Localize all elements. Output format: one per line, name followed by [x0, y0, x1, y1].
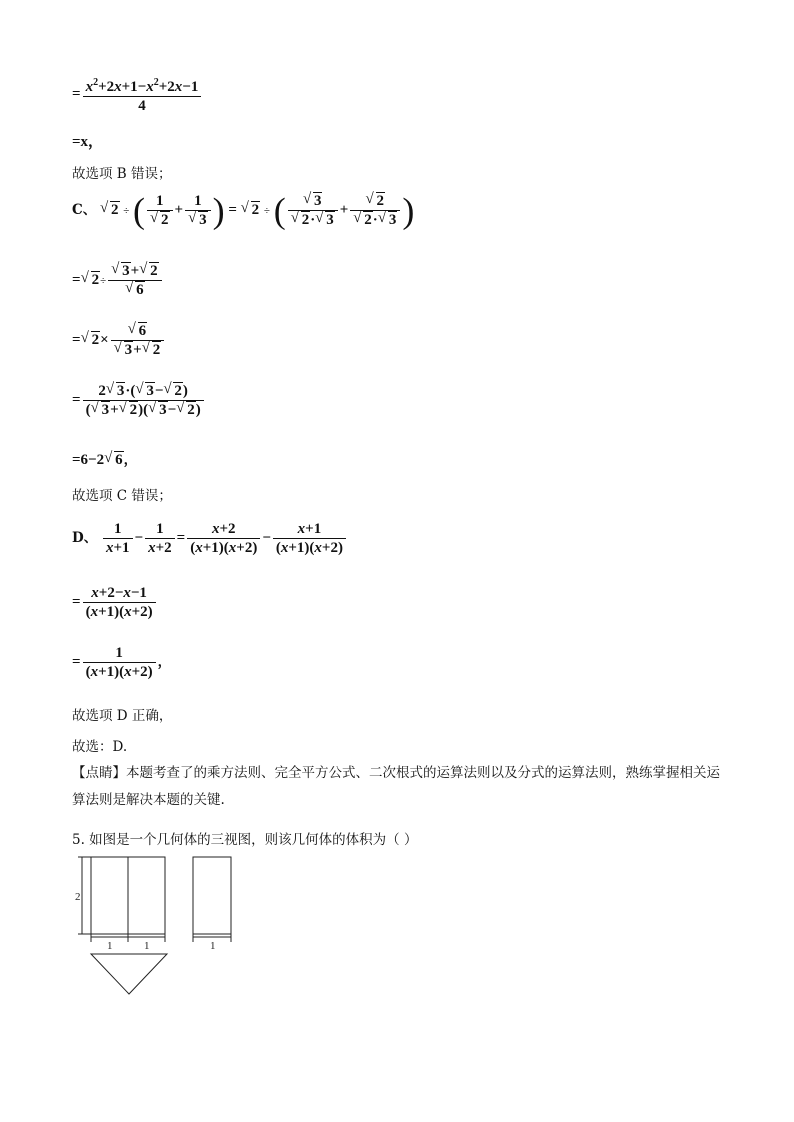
formula-c-1: C、 √ 2 ÷ ( 1 √ 2 + 1 √ 3 ) = √ 2 ÷ ( √ 3 √ 2·√ 3 + √ 2 √ 2·√ 3 )	[72, 192, 414, 229]
formula-line-1: = $\frac{x^2+2x+1-x^2+2x-1}{4}$	[72, 74, 203, 115]
dianjing-text: 本题考查了的乘方法则、完全平方公式、二次根式的运算法则以及分式的运算法则，熟练掌握相关运算法则是解决本题的关键.	[72, 765, 720, 808]
side-width-label: 1	[210, 940, 216, 952]
dianjing-paragraph	[72, 760, 732, 814]
c-label: C、	[72, 201, 97, 218]
width-label-2: 1	[144, 940, 150, 952]
formula-d-1: D、 $\frac{1}{x+1}$ − $\frac{1}{x+2}$ = $\frac{x+2}{(x+1)(x+2)}$ − $\frac{x+1}{(x+1)(x+2)}$	[72, 520, 348, 557]
formula-d-3: = $\frac{1}{(x+1)(x+2)}$ ，	[72, 645, 172, 680]
result-x: =x，	[72, 134, 104, 150]
side-view	[193, 857, 231, 934]
d-label: D、	[72, 529, 98, 546]
question-5: 5. 如图是一个几何体的三视图，则该几何体的体积为（ ）	[72, 832, 418, 848]
top-view	[91, 954, 167, 994]
width-label-1: 1	[107, 940, 113, 952]
formula-c-5: =6−2√ 6，	[72, 448, 137, 469]
answer-line: 故选：D.	[72, 739, 128, 755]
b-conclusion: 故选项 B 错误；	[72, 166, 172, 182]
dianjing-tag: 【点睛】	[72, 765, 126, 781]
formula-d-2: = $\frac{x+2-x-1}{(x+1)(x+2)}$	[72, 584, 158, 621]
c-conclusion: 故选项 C 错误；	[72, 488, 172, 504]
d-conclusion: 故选项 D 正确，	[72, 708, 173, 724]
formula-c-3: =√ 2× √ 6 √ 3+√ 2	[72, 322, 166, 359]
formula-c-4: = $\frac{2√ 3\cdot(√ 3-√ 2)}{(√ 3+√ 2)(√ 3-√ 2)}$	[72, 382, 206, 419]
formula-c-2: =√ 2÷ √ 3+√ 2 √ 6	[72, 262, 164, 299]
height-label: 2	[75, 891, 81, 903]
fraction: $\frac{x^2+2x+1-x^2+2x-1}{4}$	[83, 74, 202, 115]
formula-line-2	[72, 130, 103, 151]
three-view-figure	[72, 850, 272, 1000]
